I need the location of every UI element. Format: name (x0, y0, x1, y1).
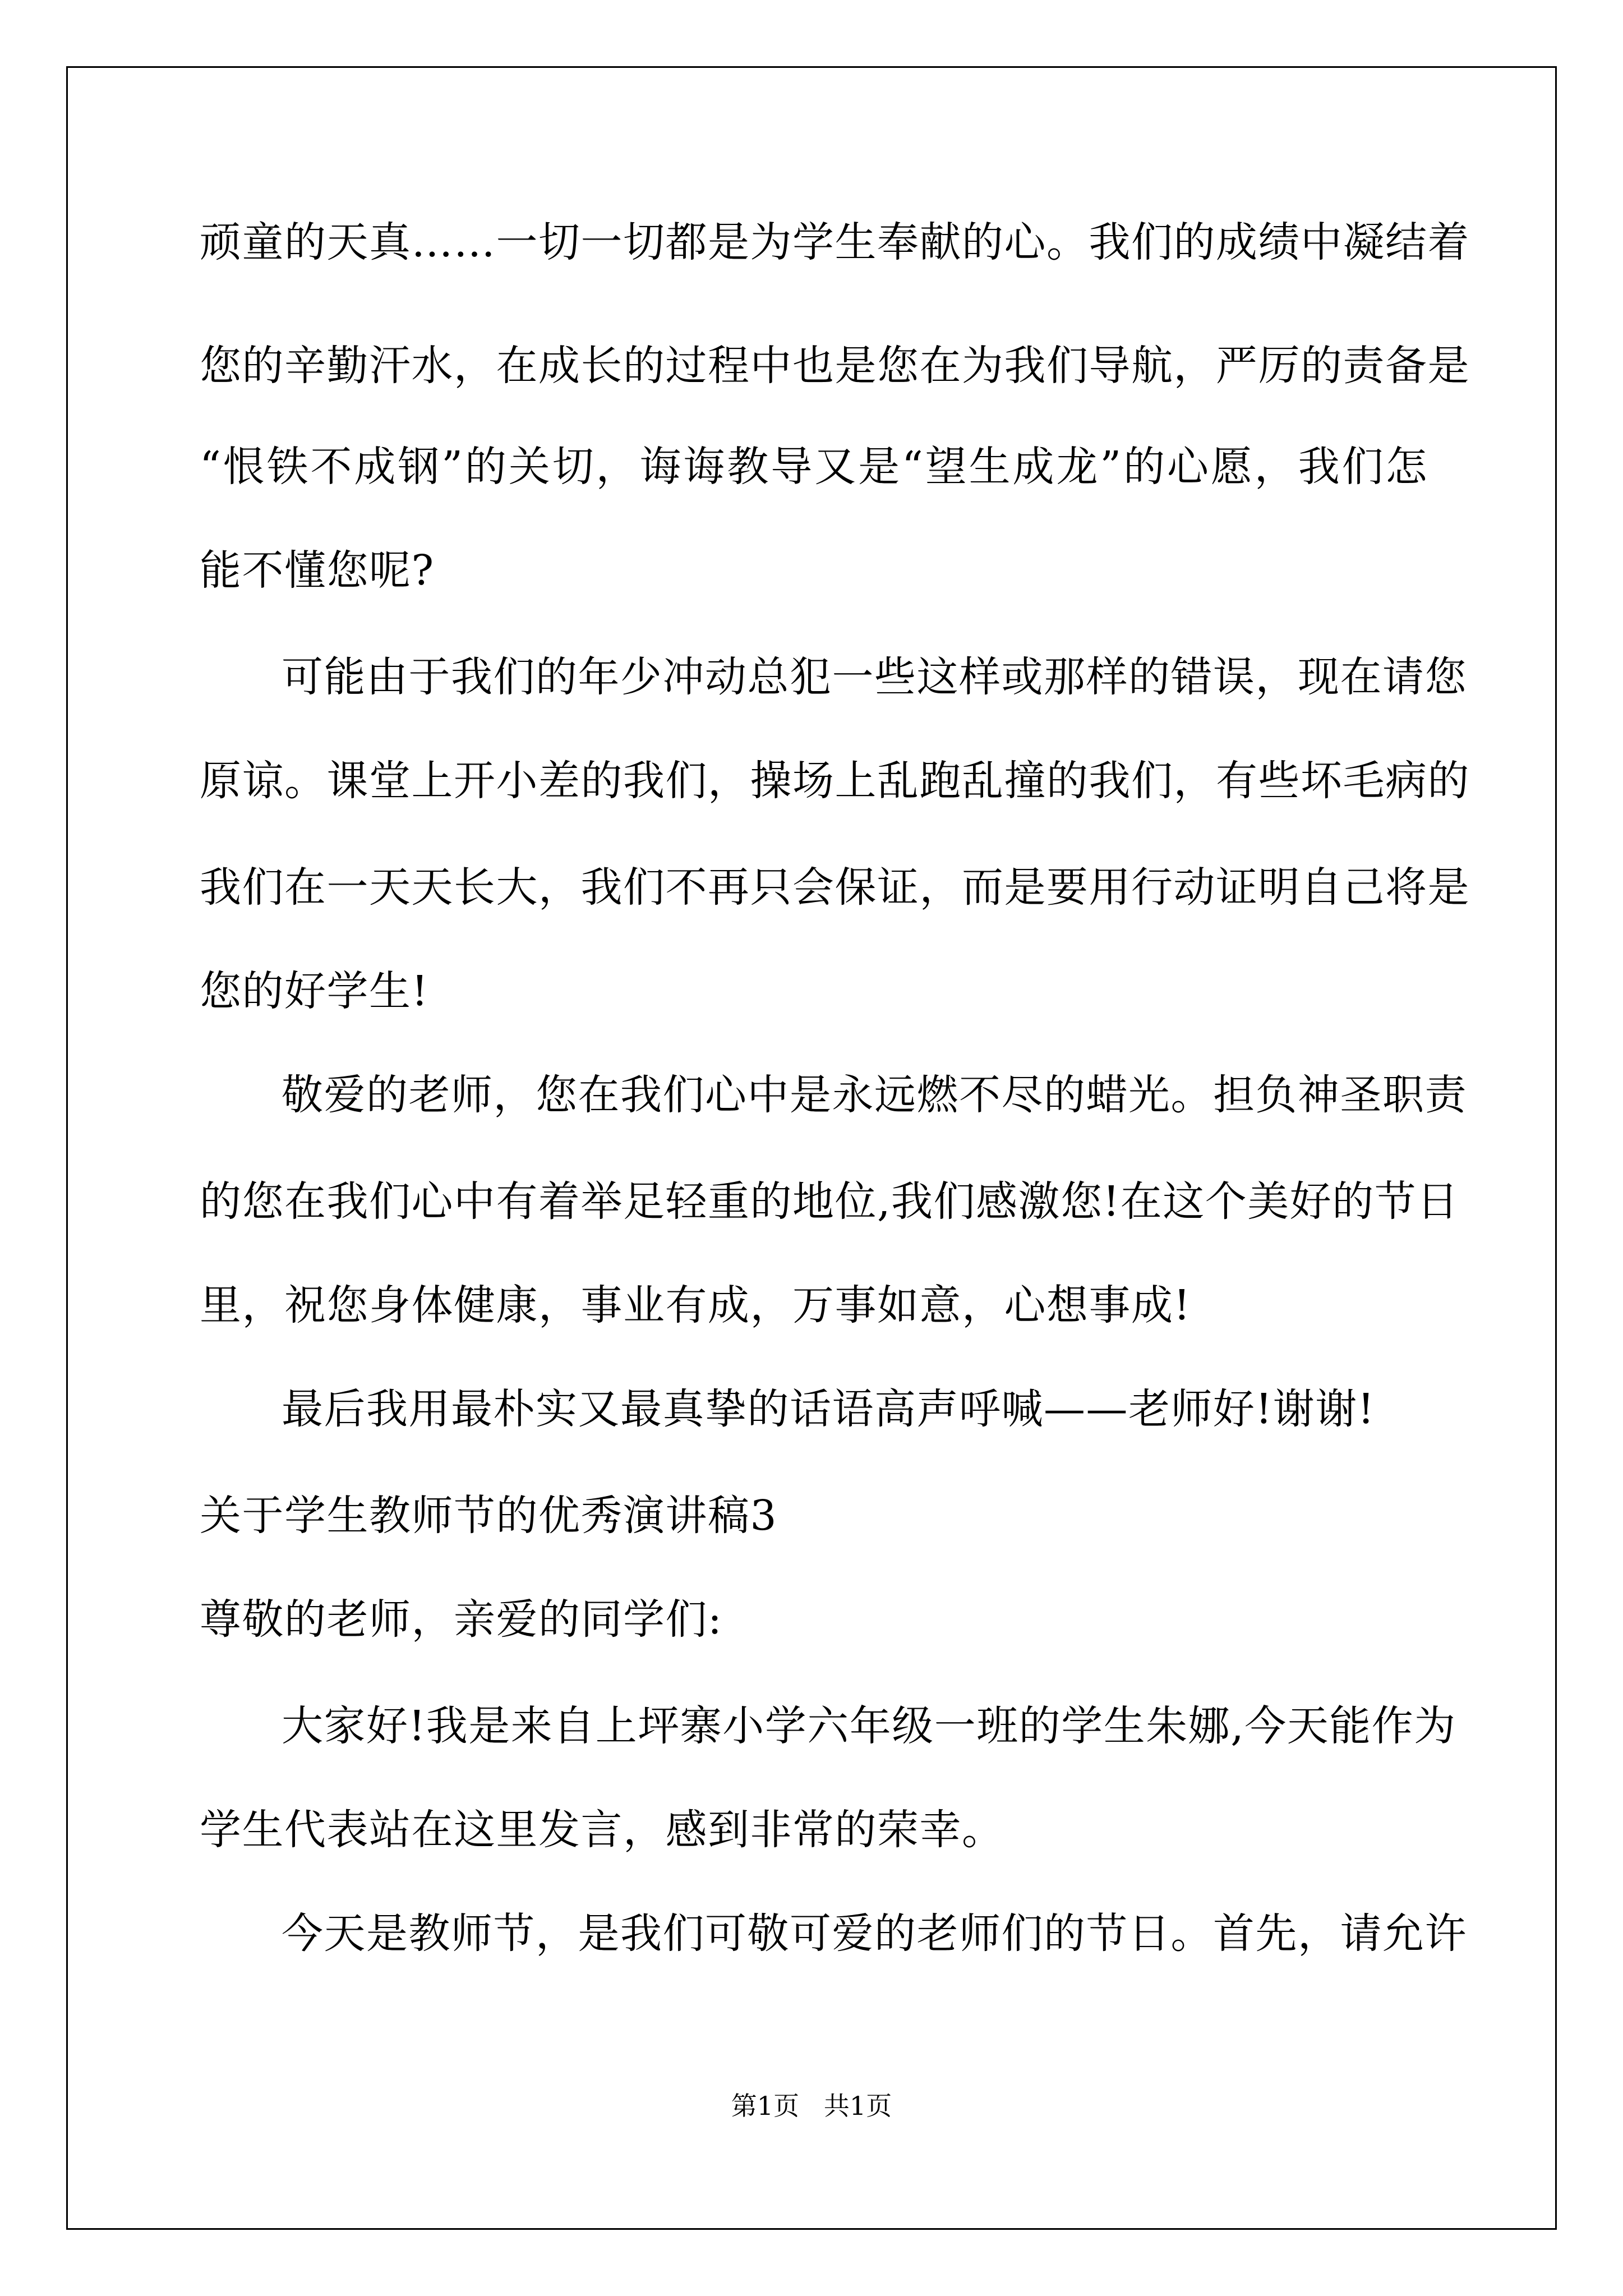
paragraph-first-line: 可能由于我们的年少冲动总犯一些这样或那样的错误，现在请您 (282, 653, 1467, 701)
page-border (66, 66, 1557, 2230)
paragraph-first-line: 今天是教师节，是我们可敬可爱的老师们的节日。首先，请允许 (282, 1910, 1467, 1958)
text-line: 顽童的天真……一切一切都是为学生奉献的心。我们的成绩中凝结着 (200, 218, 1470, 266)
text-line: 能不懂您呢? (200, 546, 435, 595)
page-footer: 第1页 共1页 (731, 2091, 892, 2121)
text-line: 原谅。课堂上开小差的我们，操场上乱跑乱撞的我们，有些坏毛病的 (200, 757, 1470, 805)
text-line: “恨铁不成钢”的关切，诲诲教导又是“望生成龙”的心愿，我们怎 (200, 443, 1428, 491)
paragraph-first-line: 敬爱的老师，您在我们心中是永远燃不尽的蜡光。担负神圣职责 (282, 1071, 1467, 1119)
section-heading: 关于学生教师节的优秀演讲稿3 (200, 1492, 778, 1540)
paragraph-first-line: 最后我用最朴实又最真挚的话语高声呼喊——老师好!谢谢! (282, 1385, 1375, 1433)
text-line: 的您在我们心中有着举足轻重的地位,我们感激您!在这个美好的节日 (200, 1177, 1459, 1226)
paragraph-first-line: 大家好!我是来自上坪寨小学六年级一班的学生朱娜,今天能作为 (282, 1702, 1456, 1750)
text-line: 学生代表站在这里发言，感到非常的荣幸。 (200, 1806, 1004, 1854)
text-line: 我们在一天天长大，我们不再只会保证，而是要用行动证明自己将是 (200, 863, 1470, 912)
text-line: 您的辛勤汗水，在成长的过程中也是您在为我们导航，严厉的责备是 (200, 342, 1470, 390)
salutation: 尊敬的老师，亲爱的同学们: (200, 1595, 723, 1644)
text-line: 您的好学生! (200, 967, 429, 1015)
text-line: 里，祝您身体健康，事业有成，万事如意，心想事成! (200, 1281, 1191, 1329)
